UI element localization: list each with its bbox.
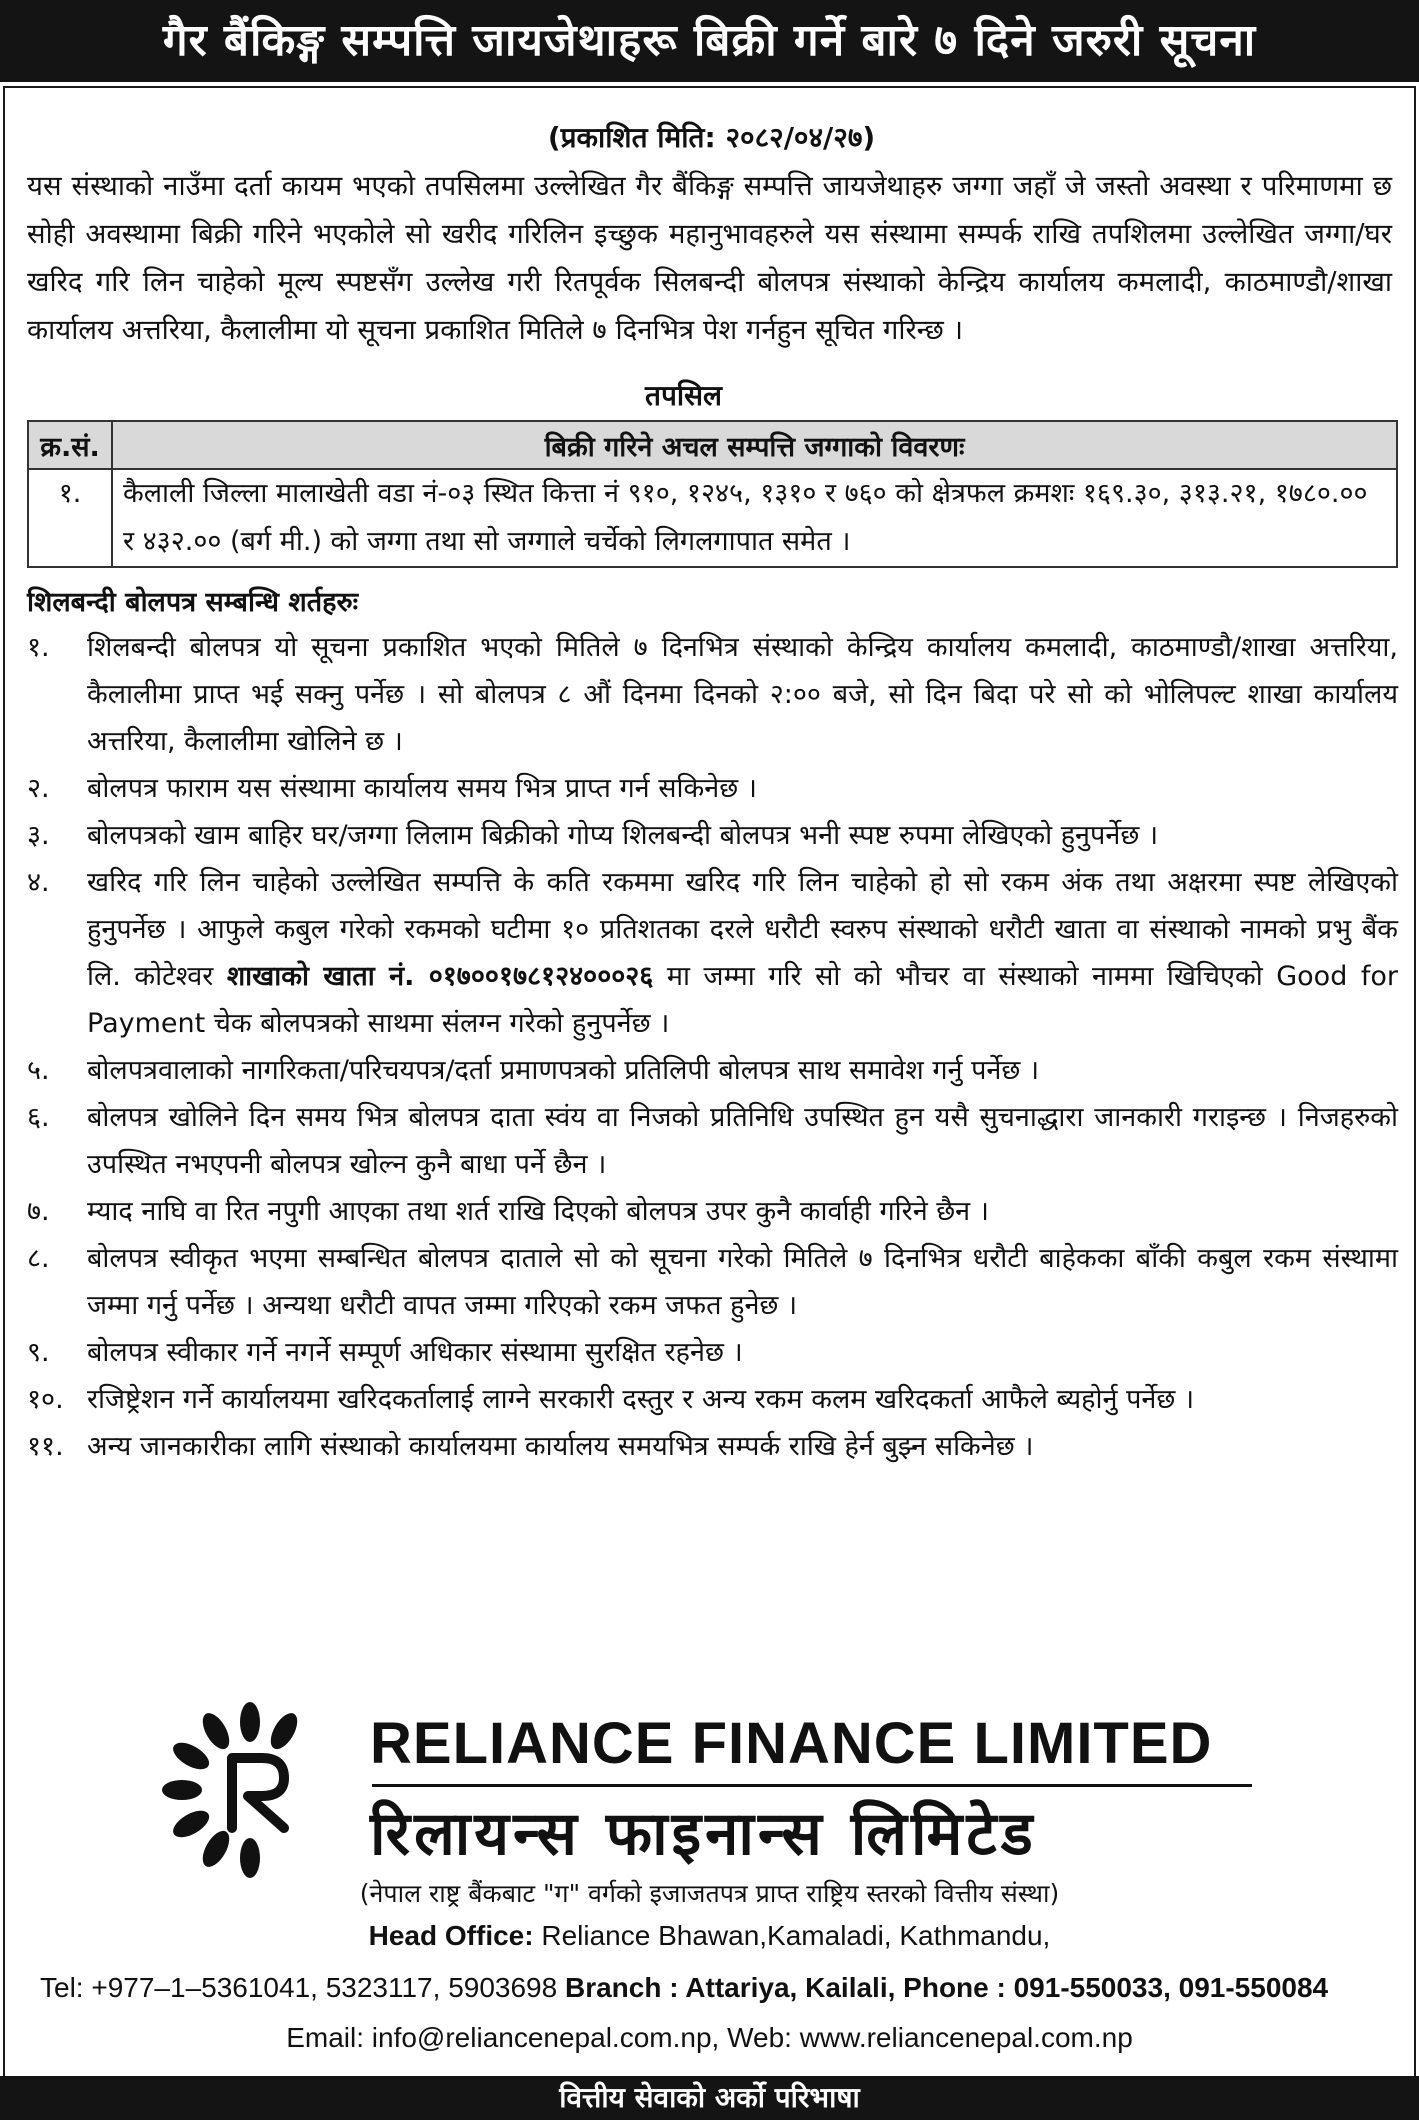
condition-number: ४. [27, 867, 50, 898]
condition-text [87, 859, 1398, 1047]
condition-number: ६. [27, 1102, 50, 1133]
published-date: (प्रकाशित मिति: २०८२/०४/२७) [547, 121, 876, 154]
table-header-row [28, 421, 1397, 469]
condition-text-part: खरिद गरि लिन चाहेको उल्लेखित सम्पत्ति के कति रकममा खरिद गरि लिन चाहेको हो सो रकम अंक तथा अक्षरमा स्पष्ट लेखिएको हुनुपर्नेछ । आफुले कबुल गरेको रकमको घटीमा १० प्रतिशतका दरले धरौटी स्वरुप संस्थाको धरौटी खाता वा संस्थाको नामको प्रभु बैंक लि. कोटेश्वर [87, 867, 1398, 992]
list-item [27, 1329, 1398, 1376]
table-row [28, 469, 1397, 567]
footer-tagline: वित्तीय सेवाको अर्को परिभाषा [0, 2076, 1419, 2120]
condition-number: ५. [27, 1055, 50, 1086]
intro-paragraph: यस संस्थाको नाउँमा दर्ता कायम भएको तपसिलमा उल्लेखित गैर बैंकिङ्ग सम्पत्ति जायजेथाहरु जग्गा जहाँ जे जस्तो अवस्था र परिमाणमा छ सोही अवस्थामा बिक्री गरिने भएकोले सो खरीद गरिलिन इच्छुक महानुभावहरुले यस संस्थामा सम्पर्क राखि तपशिलमा उल्लेखित जग्गा/घर खरिद गरि लिन चाहेको मूल्य स्पष्टसँग उल्लेख गरी रितपूर्वक सिलबन्दी बोलपत्र संस्थाको केन्द्रिय कार्यालय कमलादी, काठमाण्डौ/शाखा कार्यालय अत्तरिया, कैलालीमा यो सूचना प्रकाशित मितिले ७ दिनभित्र पेश गर्नहुन सूचित गरिन्छ । [27, 170, 1392, 346]
telephone-numbers: Tel: +977–1–5361041, 5323117, 5903698 [40, 1972, 565, 2003]
condition-text-part: मा जम्मा गरि सो को भौचर वा संस्थाको नाममा खिचिएको Good for Payment चेक बोलपत्रको साथमा संलग्न गरेको हुनुपर्नेछ । [87, 961, 1398, 1039]
list-item [27, 765, 1398, 812]
condition-number: १०. [27, 1384, 64, 1415]
asset-table [27, 420, 1398, 568]
list-item [27, 812, 1398, 859]
list-item [27, 624, 1398, 765]
condition-text: बोलपत्र स्वीकृत भएमा सम्बन्धित बोलपत्र दाताले सो को सूचना गरेको मितिले ७ दिनभित्र धरौटी बाहेकका बाँकी कबुल रकम संस्थामा जम्मा गर्नु पर्नेछ । अन्यथा धरौटी वापत जम्मा गरिएको रकम जफत हुनेछ । [87, 1243, 1398, 1321]
condition-number: २. [27, 773, 50, 804]
list-item [27, 1423, 1398, 1470]
condition-text: म्याद नाघि वा रित नपुगी आएका तथा शर्त राखि दिएको बोलपत्र उपर कुनै कार्वाही गरिने छैन । [87, 1196, 989, 1227]
branch-info: Branch : Attariya, Kailali, Phone : 091-550033, 091-550084 [564, 1972, 1329, 2003]
condition-text: बोलपत्र फाराम यस संस्थामा कार्यालय समय भित्र प्राप्त गर्न सकिनेछ । [87, 773, 757, 804]
condition-number: ७. [27, 1196, 50, 1227]
company-name-nepali: रिलायन्स फाइनान्स लिमिटेड [370, 1799, 1037, 1869]
list-item [27, 859, 1398, 1047]
reliance-logo-icon [160, 1700, 340, 1880]
condition-text: अन्य जानकारीका लागि संस्थाको कार्यालयमा कार्यालय समयभित्र सम्पर्क राखि हेर्न बुझ्न सकिनेछ । [87, 1431, 1034, 1462]
notice-title: गैर बैंकिङ्ग सम्पत्ति जायजेथाहरू बिक्री गर्ने बारे ७ दिने जरुरी सूचना [0, 0, 1419, 82]
list-item [27, 1188, 1398, 1235]
condition-text: बोलपत्र स्वीकार गर्ने नगर्ने सम्पूर्ण अधिकार संस्थामा सुरक्षित रहनेछ । [87, 1337, 743, 1368]
list-item [27, 1094, 1398, 1188]
condition-number: ८. [27, 1243, 50, 1274]
list-item [27, 1376, 1398, 1423]
conditions-heading: शिलबन्दी बोलपत्र सम्बन्धि शर्तहरुः [27, 587, 359, 618]
condition-text: रजिष्ट्रेशन गर्ने कार्यालयमा खरिदकर्तालाई लाग्ने सरकारी दस्तुर र अन्य रकम कलम खरिदकर्ता आफैले ब्यहोर्नु पर्नेछ । [87, 1384, 1195, 1415]
head-office-label: Head Office: [368, 1920, 534, 1951]
row-sn: १. [28, 469, 112, 567]
email-web-line: Email: info@reliancenepal.com.np, Web: www.reliancenepal.com.np [286, 2022, 1133, 2053]
condition-text: बोलपत्रको खाम बाहिर घर/जग्गा लिलाम बिक्रीको गोप्य शिलबन्दी बोलपत्र भनी स्पष्ट रुपमा लेखिएको हुनुपर्नेछ । [87, 820, 1159, 851]
column-header-description: बिक्री गरिने अचल सम्पत्ति जग्गाको विवरणः [112, 421, 1397, 469]
condition-text: बोलपत्रवालाको नागरिकता/परिचयपत्र/दर्ता प्रमाणपत्रको प्रतिलिपी बोलपत्र साथ समावेश गर्नु पर्नेछ । [87, 1055, 1040, 1086]
table-heading: तपसिल [645, 379, 723, 412]
account-number: शाखाको खाता नं. ०१७००१७८१२४०००२६ [226, 961, 654, 992]
phone-line [40, 1972, 1400, 2004]
condition-number: ३. [27, 820, 50, 851]
list-item [27, 1047, 1398, 1094]
head-office-address: Reliance Bhawan,Kamaladi, Kathmandu, [533, 1920, 1051, 1951]
condition-number: १. [27, 632, 50, 663]
conditions-list [27, 624, 1398, 1470]
condition-text: शिलबन्दी बोलपत्र यो सूचना प्रकाशित भएको मितिले ७ दिनभित्र संस्थाको केन्द्रिय कार्यालय कमलादी, काठमाण्डौ/शाखा अत्तरिया, कैलालीमा प्राप्त भई सक्नु पर्नेछ । सो बोलपत्र ८ औं दिनमा दिनको २:०० बजे, सो दिन बिदा परे सो को भोलिपल्ट शाखा कार्यालय अत्तरिया, कैलालीमा खोलिने छ । [87, 632, 1398, 757]
license-statement: (नेपाल राष्ट्र बैंकबाट "ग" वर्गको इजाजतपत्र प्राप्त राष्ट्रिय स्तरको वित्तीय संस्था) [359, 1879, 1060, 1908]
head-office-line [0, 1920, 1419, 1952]
column-header-sn: क्र.सं. [28, 421, 112, 469]
condition-number: ११. [27, 1431, 64, 1462]
condition-number: ९. [27, 1337, 50, 1368]
condition-text: बोलपत्र खोलिने दिन समय भित्र बोलपत्र दाता स्वंय वा निजको प्रतिनिधि उपस्थित हुन यसै सुचनाद्धारा जानकारी गराइन्छ । निजहरुको उपस्थित नभएपनी बोलपत्र खोल्न कुनै बाधा पर्ने छैन । [87, 1102, 1398, 1180]
row-description: कैलाली जिल्ला मालाखेती वडा नं-०३ स्थित कित्ता नं ९१०, १२४५, १३१० र ७६० को क्षेत्रफल क्रमशः १६९.३०, ३१३.२१, १७८०.०० र ४३२.०० (बर्ग मी.) को जग्गा तथा सो जग्गाले चर्चेको लिगलगापात समेत । [112, 469, 1397, 567]
company-divider [372, 1784, 1252, 1787]
company-name-english: RELIANCE FINANCE LIMITED [370, 1711, 1213, 1776]
list-item [27, 1235, 1398, 1329]
